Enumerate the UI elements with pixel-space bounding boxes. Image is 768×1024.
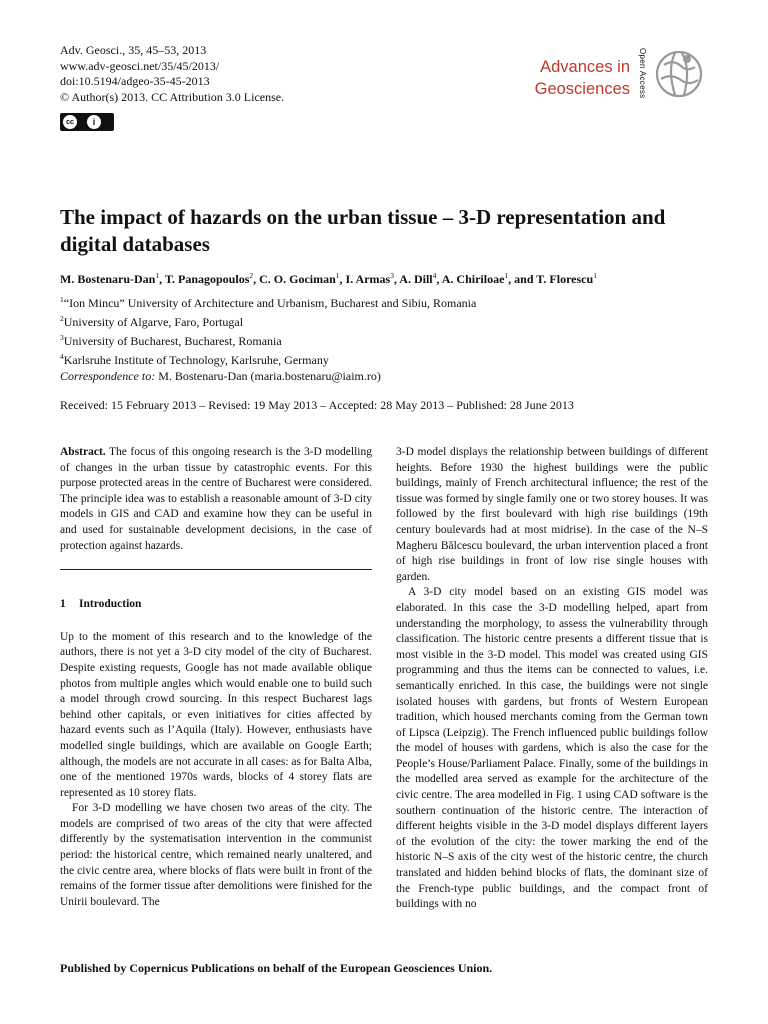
affiliation-text: “Ion Mincu” University of Architecture and Urbanism, Bucharest and Sibiu, Romania [63, 296, 477, 310]
affiliation-number: 1 [60, 295, 64, 304]
citation-block [60, 43, 284, 105]
author-affiliation-mark: 1 [593, 271, 597, 280]
abstract [60, 445, 372, 554]
author-separator: , [159, 272, 165, 286]
author-name: A. Dill [399, 272, 433, 286]
section-title: Introduction [79, 598, 142, 611]
affiliation [60, 330, 476, 349]
affiliation-text: University of Algarve, Faro, Portugal [63, 315, 244, 329]
cc-icon: cc [63, 115, 77, 129]
section-number: 1 [60, 598, 66, 611]
author-name: A. Chiriloae [441, 272, 505, 286]
author-separator: , and [508, 272, 537, 286]
affiliation-number: 2 [60, 314, 64, 323]
affiliation [60, 292, 476, 311]
open-access-label: Open Access [638, 48, 647, 99]
affiliation-number: 4 [60, 352, 64, 361]
author-name: I. Armas [345, 272, 391, 286]
affiliation-text: Karlsruhe Institute of Technology, Karlsruhe, Germany [63, 353, 329, 367]
journal-name-line1: Advances in [540, 58, 630, 76]
author-separator: , [436, 272, 442, 286]
affiliation-list [60, 292, 476, 368]
cc-by-badge-icon[interactable] [60, 113, 114, 131]
author-affiliation-mark: 3 [390, 271, 394, 280]
author-separator: , [393, 272, 400, 286]
license: © Author(s) 2013. CC Attribution 3.0 License. [60, 89, 285, 104]
affiliation [60, 349, 476, 368]
publication-dates: Received: 15 February 2013 – Revised: 19 May 2013 – Accepted: 28 May 2013 – Published: 28 June 2013 [60, 398, 574, 412]
right-column [396, 445, 708, 913]
correspondence-contact[interactable]: M. Bostenaru-Dan (maria.bostenaru@iaim.ro) [158, 369, 381, 383]
affiliation-number: 3 [60, 333, 64, 342]
author-separator: , [339, 272, 346, 286]
author-affiliation-mark: 1 [504, 271, 509, 280]
journal-name [535, 56, 630, 100]
correspondence-label: Correspondence to: [60, 369, 156, 383]
abstract-label: Abstract. [60, 446, 106, 458]
author-name: T. Florescu [536, 272, 594, 286]
correspondence [60, 369, 381, 384]
abstract-divider [60, 569, 372, 570]
author-affiliation-mark: 1 [155, 271, 160, 280]
author-name: T. Panagopoulos [164, 272, 250, 286]
author-list [60, 271, 597, 287]
author-name: C. O. Gociman [259, 272, 336, 286]
abstract-text: The focus of this ongoing research is the 3-D modelling of changes in the urban tissue by catastrophic events. For this purpose protected areas in the centre of Bucharest were considered. The principle idea was to establish a reasonable amount of 3-D city models in GIS and CAD and examine how they can be useful in and used for sustainable development decisions, in the case of protection against hazards. [60, 446, 372, 552]
journal-url[interactable]: www.adv-geosci.net/35/45/2013/ [60, 58, 220, 73]
author-separator: , [253, 272, 260, 286]
author-affiliation-mark: 2 [249, 271, 254, 280]
affiliation-text: University of Bucharest, Bucharest, Romania [63, 334, 282, 348]
intro-paragraph-3: 3-D model displays the relationship between buildings of different heights. Before 1930 the highest buildings were the public buildings, mainly of French architectural influence; the rest of the tissue was formed by single family one or two storey houses. It was followed by the first boulevard with high rise buildings (19th century boulevards had at most midrise). In the case of the N–S Magheru Bălcescu boulevard, the urban intervention placed a front of high rise buildings in front of low rise single houses with garden. [396, 446, 708, 583]
by-icon: i [87, 115, 101, 129]
author-name: M. Bostenaru-Dan [60, 272, 156, 286]
left-column [60, 445, 372, 910]
intro-paragraph-4: A 3-D city model based on an existing GIS model was elaborated. In this case the 3-D modelling helped, apart from understanding the morphology, to assess the vulnerability through classification. The historic centre presents a different tissue that is most visible in the 3-D model. This model was created using GIS programming and thus the items can be connected to values, i.e. semantically enriched. In this case, the buildings were not single isolated houses with gardens, but fronts of Western European tradition, which housed merchants coming from the German town of Lipsca (Leipzig). The French influenced public buildings follow the model of houses with gardens, which is also the case for the People’s House/Parliament Palace. Finally, some of the buildings in the modelled area served as example for the architecture of the civic centre. The area modelled in Fig. 1 using CAD software is the southern continuation of the historic centre. The interaction of different heights visible in the 3-D model displays different layers of the evolution of the city: the tower marking the end of the historic N–S axis of the city west of the historic centre, the church translated and hidden behind blocks of flats, the dominant size of the French-type public buildings, and the compact front of buildings with no [396, 586, 708, 911]
citation: Adv. Geosci., 35, 45–53, 2013 [60, 43, 207, 57]
doi[interactable]: doi:10.5194/adgeo-35-45-2013 [60, 74, 210, 88]
journal-name-line2: Geosciences [534, 80, 630, 98]
globe-icon [651, 45, 707, 103]
affiliation [60, 311, 476, 330]
publisher-footer: Published by Copernicus Publications on behalf of the European Geosciences Union. [60, 961, 493, 975]
intro-paragraph-1: Up to the moment of this research and to the knowledge of the authors, there is not yet a 3-D city model of the city of Bucharest. Despite existing requests, Google has not made available oblique photos from multiple angles which would enable one to build such a model through crowd sourcing. In this respect Bucharest lags behind other capitals, or even initiatives for cities affected by hazard events such as l’Aquila (Italy). However, enthusiasts have modelled single buildings, which are available on Google Earth; although, the models are not accurate in all cases: as for Balta Alba, one of the mentioned 1970s wards, blocks of 4 storey flats are represented as 10 storey flats. [60, 630, 372, 799]
section-heading-introduction [60, 597, 372, 613]
author-affiliation-mark: 1 [335, 271, 340, 280]
author-affiliation-mark: 4 [432, 271, 437, 280]
intro-paragraph-2: For 3-D modelling we have chosen two areas of the city. The models are comprised of two areas of the city that were affected differently by the systematisation intervention in the communist period: the historical centre, which remained nearly unaltered, and the civic centre area, where blocks of flats were built in front of the remains of the former tissue after demolitions were finished for the Unirii boulevard. The [60, 802, 372, 908]
paper-title: The impact of hazards on the urban tissue – 3-D representation and digital databases [60, 205, 666, 256]
